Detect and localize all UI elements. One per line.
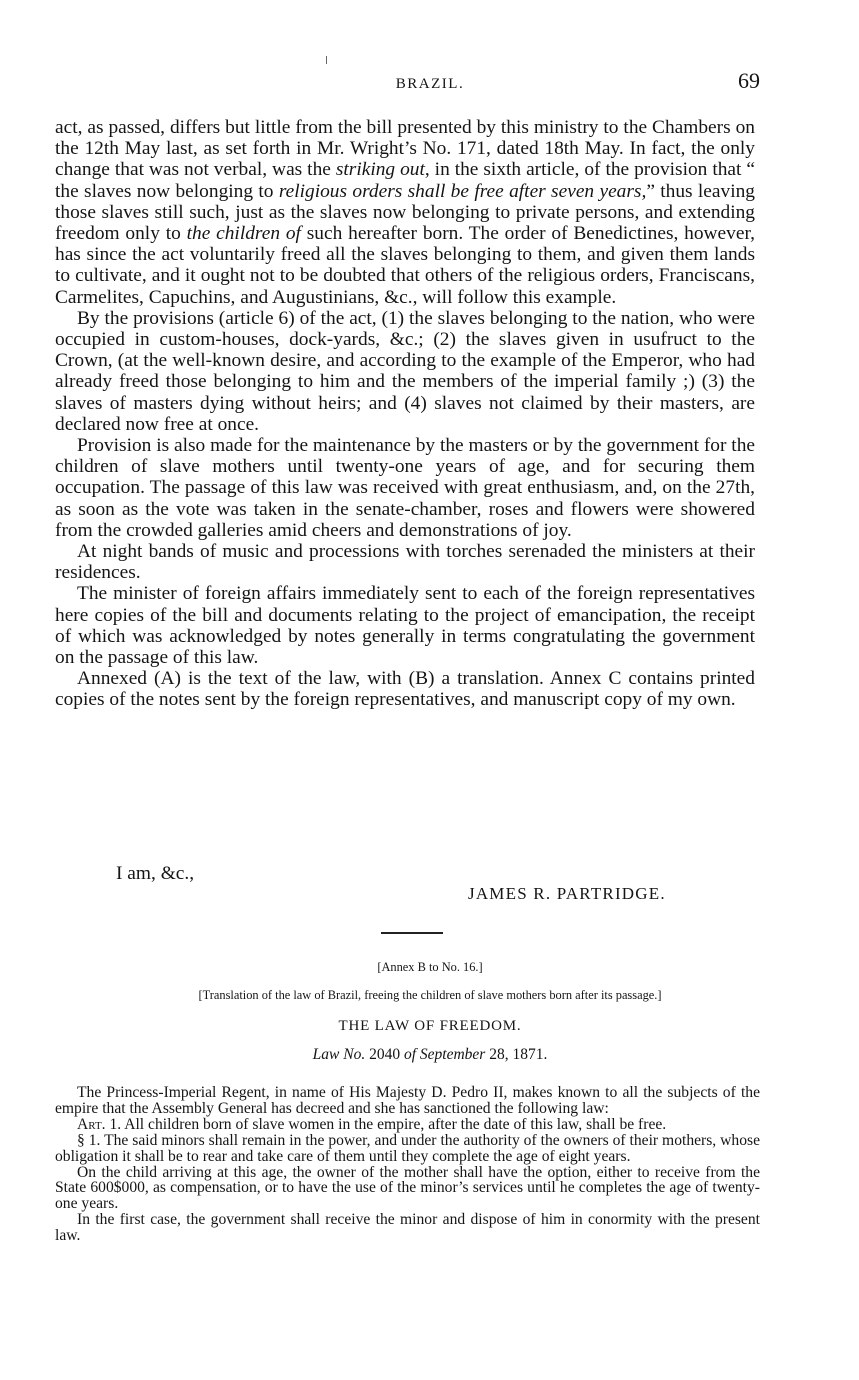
translation-note: [Translation of the law of Brazil, freeing the children of slave mothers born after its passage.] bbox=[198, 988, 662, 1002]
text-run: Annexed (A) is the text of the law, with (B) a translation. Annex C contains printed copies of the notes sent by the foreign representatives, and manuscript copy of my own. bbox=[55, 668, 755, 711]
text-run: Art bbox=[77, 1115, 102, 1133]
law-paragraph bbox=[55, 1133, 760, 1165]
scan-artifact bbox=[326, 56, 327, 64]
text-run: Provision is also made for the maintenance by the masters or by the government for the children of slave mothers until twenty-one years of age, and for securing them occupation. The passage of this law was received with great enthusiasm, and, on the 27th, as soon as the vote was taken in the senate-chamber, roses and flowers were showered from the crowded galleries amid cheers and demonstrations of joy. bbox=[55, 435, 755, 541]
letter-paragraph bbox=[55, 541, 755, 583]
text-run: the children of bbox=[186, 223, 301, 245]
law-paragraph bbox=[55, 1085, 760, 1117]
letter-paragraph bbox=[55, 583, 755, 668]
text-run: The minister of foreign affairs immediately sent to each of the foreign representatives here copies of the bill and documents relating to the project of emancipation, the receipt of which was acknowledged by notes generally in terms congratulating the government on the passage of this law. bbox=[55, 583, 755, 669]
text-run: In the first case, the government shall receive the minor and dispose of him in conormity with the present law. bbox=[55, 1211, 760, 1245]
annex-reference: [Annex B to No. 16.] bbox=[377, 960, 483, 974]
law-paragraph bbox=[55, 1117, 760, 1133]
text-run: act, as passed, differs but little from the bill presented by this ministry to the Chambers on the 12th May last, as set forth in Mr. Wright’s No. 171, dated 18th May. In fact, the only change that was not verbal, was the bbox=[55, 117, 755, 181]
law-paragraph bbox=[55, 1165, 760, 1213]
text-run: . 1. All children born of slave women in the empire, after the date of this law, shall be free. bbox=[101, 1115, 667, 1133]
text-run: religious orders shall be free after seven years, bbox=[278, 180, 647, 202]
letter-closing: I am, &c., bbox=[116, 863, 195, 884]
law-paragraph bbox=[55, 1212, 760, 1244]
page-number: 69 bbox=[738, 68, 760, 93]
text-run: , in the sixth article, of the provision that “ the slaves now belonging to bbox=[55, 159, 755, 202]
text-run: Law No. bbox=[312, 1046, 366, 1063]
letter-paragraph bbox=[55, 117, 755, 308]
running-header: BRAZIL. bbox=[395, 76, 465, 92]
letter-paragraph bbox=[55, 668, 755, 710]
text-run: By the provisions (article 6) of the act, (1) the slaves belonging to the nation, who were occupied in custom-houses, dock-yards, &c.; (2) the slaves given in usufruct to the Crown, (at the well-known desire, and according to the example of the Emperor, who had already freed those belonging to him and the members of the imperial family ;) (3) the slaves of masters dying without heirs; and (4) slaves not claimed by their masters, are declared now free at once. bbox=[55, 307, 755, 435]
letter-paragraph bbox=[55, 308, 755, 435]
text-run: striking out bbox=[335, 159, 425, 181]
text-run: such hereafter born. The order of Benedictines, however, has since the act voluntarily freed all the slaves belonging to them, and given them lands to cultivate, and it ought not to be doubted that others of the religious orders, Franciscans, Carmelites, Capuchins, and Augustinians, &c., will follow this example. bbox=[55, 223, 755, 308]
text-run: On the child arriving at this age, the owner of the mother shall have the option, either to receive from the State 600$000, as compensation, or to have the use of the minor’s services until he completes the age of twenty-one years. bbox=[55, 1163, 760, 1213]
law-title: THE LAW OF FREEDOM. bbox=[338, 1018, 522, 1034]
section-divider bbox=[381, 932, 443, 934]
letter-body bbox=[55, 117, 755, 711]
text-run: of September bbox=[403, 1046, 486, 1063]
law-body bbox=[55, 1085, 760, 1244]
text-run: 28, 1871. bbox=[485, 1046, 548, 1063]
letter-paragraph bbox=[55, 435, 755, 541]
law-subtitle bbox=[200, 1046, 660, 1064]
text-run: § 1. The said minors shall remain in the power, and under the authority of the owners of their mothers, whose obligation it shall be to rear and take care of them until they complete the age of eight years. bbox=[55, 1131, 760, 1165]
letter-signature: JAMES R. PARTRIDGE. bbox=[468, 884, 666, 903]
text-run: The Princess-Imperial Regent, in name of His Majesty D. Pedro II, makes known to all the subjects of the empire that the Assembly General has decreed and she has sanctioned the following law: bbox=[55, 1084, 760, 1117]
text-run: 2040 bbox=[365, 1046, 404, 1063]
text-run: At night bands of music and processions with torches serenaded the ministers at their residences. bbox=[55, 541, 755, 584]
text-run: ” thus leaving those slaves still such, just as the slaves now belonging to private persons, and extending freedom only to bbox=[55, 180, 755, 245]
